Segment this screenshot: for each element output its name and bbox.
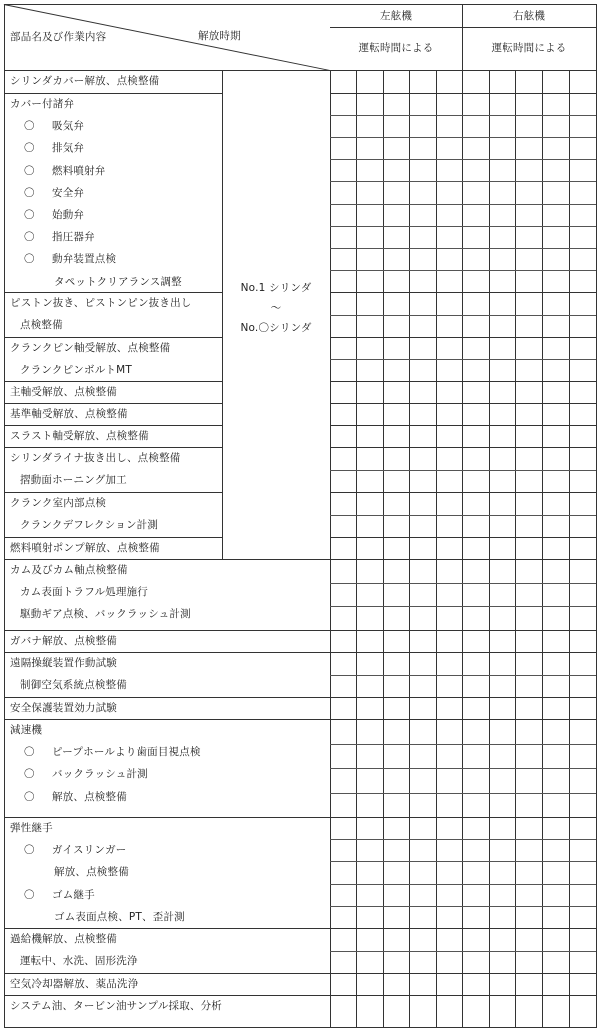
row-subitem-text: 動弁装置点検 [52, 253, 117, 266]
row-item-title: シリンダライナ抜き出し、点検整備 [10, 452, 181, 464]
table-border-bottom [4, 1027, 596, 1028]
table-border-top [4, 4, 596, 5]
row-item-title: 主軸受解放、点検整備 [10, 386, 117, 398]
row-subitem-text: 燃料噴射弁 [52, 164, 106, 177]
grid-hline [330, 675, 596, 676]
table-border-left [4, 4, 5, 1027]
grid-hline [330, 470, 596, 471]
row-item-title: 安全保護装置効力試験 [10, 702, 117, 714]
row-divider [4, 537, 222, 538]
row-item-detail: カム表面トラフル処理施行 [20, 586, 148, 599]
row-divider [4, 492, 222, 493]
grid-hline [330, 159, 596, 160]
row-divider [4, 995, 596, 996]
row-bullet: 〇 [24, 746, 35, 759]
row-subitem-text: ピープホールより歯面目視点検 [52, 746, 201, 759]
row-subitem-text: バックラッシュ計測 [52, 768, 148, 781]
row-divider [4, 928, 596, 929]
row-bullet: 〇 [24, 888, 35, 901]
grid-hline [330, 906, 596, 907]
row-bullet: 〇 [24, 142, 35, 155]
grid-hline [330, 744, 596, 745]
row-item-detail: 駆動ギア点検、バックラッシュ計測 [20, 608, 191, 621]
grid-hline [330, 793, 596, 794]
row-bullet: 〇 [24, 120, 35, 133]
row-divider [4, 337, 222, 338]
row-divider [330, 93, 596, 94]
row-item-title: 空気冷却器解放、薬品洗浄 [10, 978, 139, 990]
row-item-title: シリンダカバー解放、点検整備 [10, 75, 160, 87]
row-subitem-text: ゴム継手 [52, 888, 95, 901]
row-bullet: 〇 [24, 231, 35, 244]
row-divider [4, 973, 596, 974]
grid-hline [330, 115, 596, 116]
row-divider [4, 93, 222, 94]
cylinder-range-tilde: ～ [270, 301, 282, 314]
row-divider [4, 403, 222, 404]
header-item-label: 部品名及び作業内容 [10, 31, 107, 43]
row-divider [4, 447, 222, 448]
row-bullet: 〇 [24, 844, 35, 857]
row-bullet: 〇 [24, 790, 35, 803]
row-divider [330, 292, 596, 293]
row-divider [330, 381, 596, 382]
row-subitem-text: ガイスリンガー [52, 844, 127, 857]
grid-hline [330, 137, 596, 138]
grid-hline [330, 204, 596, 205]
row-divider [330, 403, 596, 404]
cylinder-column-divider [222, 70, 223, 559]
row-divider [330, 425, 596, 426]
row-divider [330, 537, 596, 538]
header-port-title: 左舷機 [379, 10, 413, 22]
row-item-title: クランク室内部点検 [10, 497, 107, 509]
table-border-right [596, 4, 597, 1028]
row-item-detail: クランクデフレクション計測 [20, 519, 159, 532]
row-item-detail: 点検整備 [20, 319, 63, 332]
row-divider [4, 381, 222, 382]
row-divider [4, 697, 596, 698]
grid-hline [330, 951, 596, 952]
row-bullet: 〇 [24, 186, 35, 199]
row-item-detail: タペットクリアランス調整 [54, 275, 182, 288]
grid-hline [330, 181, 596, 182]
row-item-title: カバー付諸弁 [10, 98, 75, 110]
row-item-detail: クランクピンボルトMT [20, 364, 132, 377]
row-divider [4, 719, 596, 720]
row-item-title: ピストン抜き、ピストンピン抜き出し [10, 297, 192, 309]
row-item-detail: 運転中、水洗、固形洗浄 [20, 955, 138, 968]
header-starboard-title: 右舷機 [512, 10, 546, 22]
row-subitem-text: 解放、点検整備 [52, 790, 127, 803]
row-bullet: 〇 [24, 768, 35, 781]
row-subitem-text: 排気弁 [52, 142, 85, 155]
row-item-title: 弾性継手 [10, 822, 53, 834]
row-subitem-text: 吸気弁 [52, 120, 85, 133]
row-divider [4, 630, 596, 631]
cylinder-range-first: No.1 シリンダ [240, 281, 312, 294]
row-item-title: 遠隔操縦装置作動試験 [10, 657, 117, 669]
grid-hline [330, 226, 596, 227]
header-port-sub: 運転時間による [358, 42, 434, 54]
grid-hline [330, 515, 596, 516]
row-item-title: 燃料噴射ポンプ解放、点検整備 [10, 542, 160, 554]
header-mid-line [330, 27, 596, 28]
header-period-label: 解放時期 [198, 30, 241, 42]
row-divider [4, 559, 596, 560]
cylinder-range-last: No.〇シリンダ [240, 321, 312, 334]
row-item-title: クランクピン軸受解放、点検整備 [10, 342, 171, 354]
row-item-title: 基準軸受解放、点検整備 [10, 408, 128, 420]
row-divider [4, 425, 222, 426]
row-divider [330, 337, 596, 338]
row-divider [330, 447, 596, 448]
row-item-detail: ゴム表面点検、PT、歪計測 [54, 910, 185, 923]
row-subitem-text: 指圧器弁 [52, 231, 95, 244]
grid-hline [330, 270, 596, 271]
row-item-title: システム油、タービン油サンプル採取、分析 [10, 1000, 223, 1012]
row-divider [4, 817, 596, 818]
row-item-detail: 解放、点検整備 [54, 866, 129, 879]
row-item-title: ガバナ解放、点検整備 [10, 635, 117, 647]
row-bullet: 〇 [24, 209, 35, 221]
grid-hline [330, 359, 596, 360]
row-item-title: カム及びカム軸点検整備 [10, 564, 128, 576]
row-divider [4, 292, 222, 293]
header-bottom-line [4, 70, 596, 71]
row-divider [4, 652, 596, 653]
row-bullet: 〇 [24, 253, 35, 266]
grid-hline [330, 861, 596, 862]
row-item-title: 減速機 [10, 724, 43, 736]
row-divider [330, 492, 596, 493]
row-subitem-text: 安全弁 [52, 186, 85, 199]
grid-hline [330, 768, 596, 769]
row-item-title: 過給機解放、点検整備 [10, 933, 117, 945]
grid-hline [330, 315, 596, 316]
grid-hline [330, 583, 596, 584]
grid-hline [330, 884, 596, 885]
row-subitem-text: 始動弁 [52, 209, 85, 221]
grid-hline [330, 839, 596, 840]
header-starboard-sub: 運転時間による [491, 42, 567, 54]
row-item-detail: 摺動面ホーニング加工 [20, 474, 127, 487]
grid-hline [330, 606, 596, 607]
row-item-title: スラスト軸受解放、点検整備 [10, 430, 149, 442]
grid-hline [330, 248, 596, 249]
row-item-detail: 制御空気系統点検整備 [20, 679, 127, 692]
row-bullet: 〇 [24, 164, 35, 177]
